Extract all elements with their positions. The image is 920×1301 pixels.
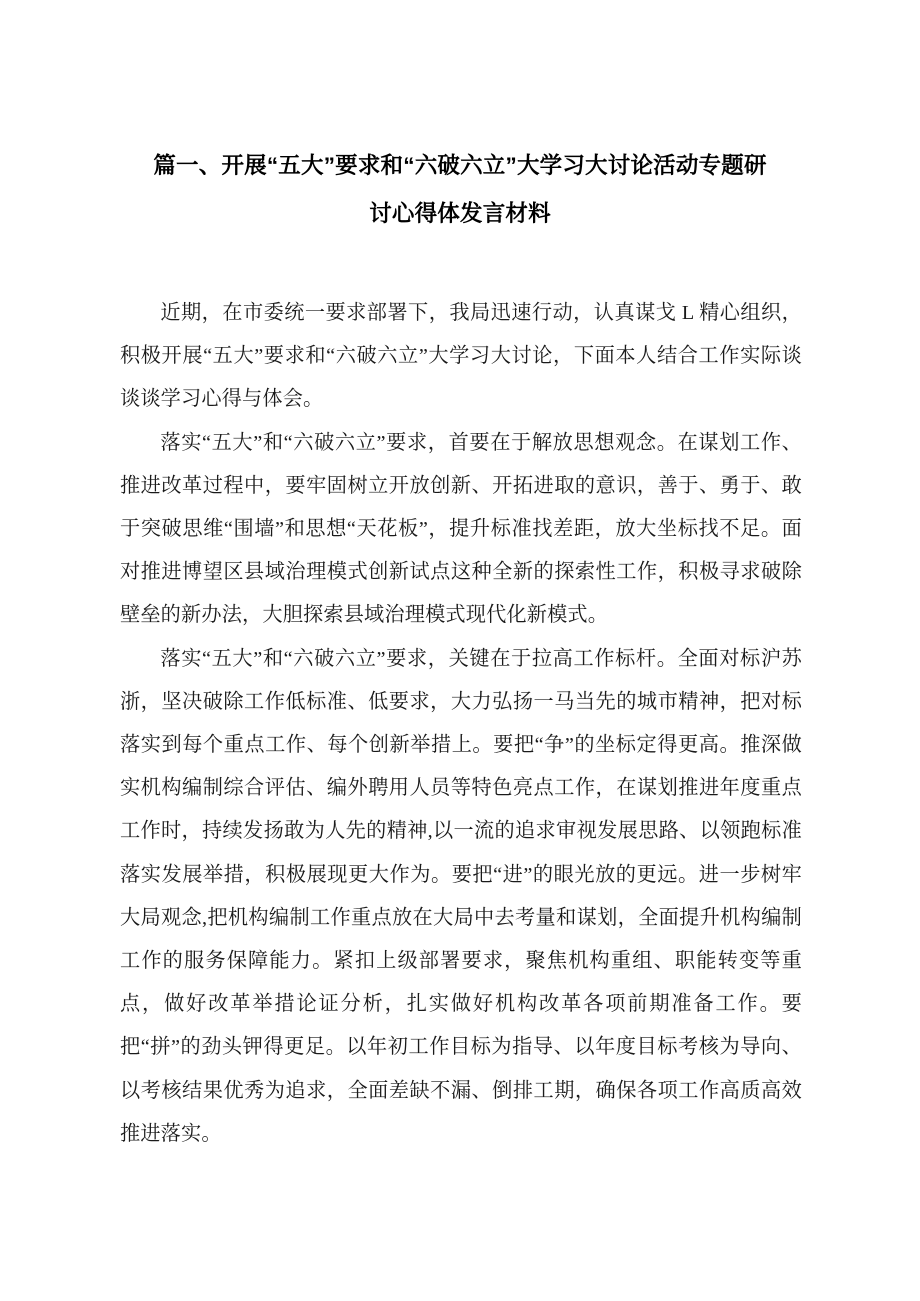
document-body: [120, 292, 802, 1156]
page-title-line-2: 讨心得体发言材料: [369, 201, 551, 226]
page-title: [120, 142, 800, 238]
paragraph: 近期，在市委统一要求部署下，我局迅速行动，认真谋戈 L 精心组织，积极开展“五大”要求和“六破六立”大学习大讨论，下面本人结合工作实际谈谈谈学习心得与体会。: [120, 302, 802, 411]
page-title-line-1: 篇一、开展“五大”要求和“六破六立”大学习大讨论活动专题研: [153, 153, 767, 178]
paragraph: 落实“五大”和“六破六立”要求，关键在于拉高工作标杆。全面对标沪苏浙，坚决破除工作低标准、低要求，大力弘扬一马当先的城市精神，把对标落实到每个重点工作、每个创新举措上。要把“争”的坐标定得更高。推深做实机构编制综合评估、编外聘用人员等特色亮点工作，在谋划推进年度重点工作时，持续发扬敢为人先的精神,以一流的追求审视发展思路、以领跑标准落实发展举措，积极展现更大作为。要把“进”的眼光放的更远。进一步树牢大局观念,把机构编制工作重点放在大局中去考量和谋划，全面提升机构编制工作的服务保障能力。紧扣上级部署要求，聚焦机构重组、职能转变等重点，做好改革举措论证分析，扎实做好机构改革各项前期准备工作。要把“拼”的劲头钾得更足。以年初工作目标为指导、以年度目标考核为导向、以考核结果优秀为追求，全面差缺不漏、倒排工期，确保各项工作高质高效推进落实。: [120, 647, 802, 1145]
paragraph: 落实“五大”和“六破六立”要求，首要在于解放思想观念。在谋划工作、推进改革过程中，要牢固树立开放创新、开拓进取的意识，善于、勇于、敢于突破思维“围墙”和思想“天花板”，提升标准找差距，放大坐标找不足。面对推进博望区县域治理模式创新试点这种全新的探索性工作，积极寻求破除壁垒的新办法，大胆探索县域治理模式现代化新模式。: [120, 431, 802, 627]
